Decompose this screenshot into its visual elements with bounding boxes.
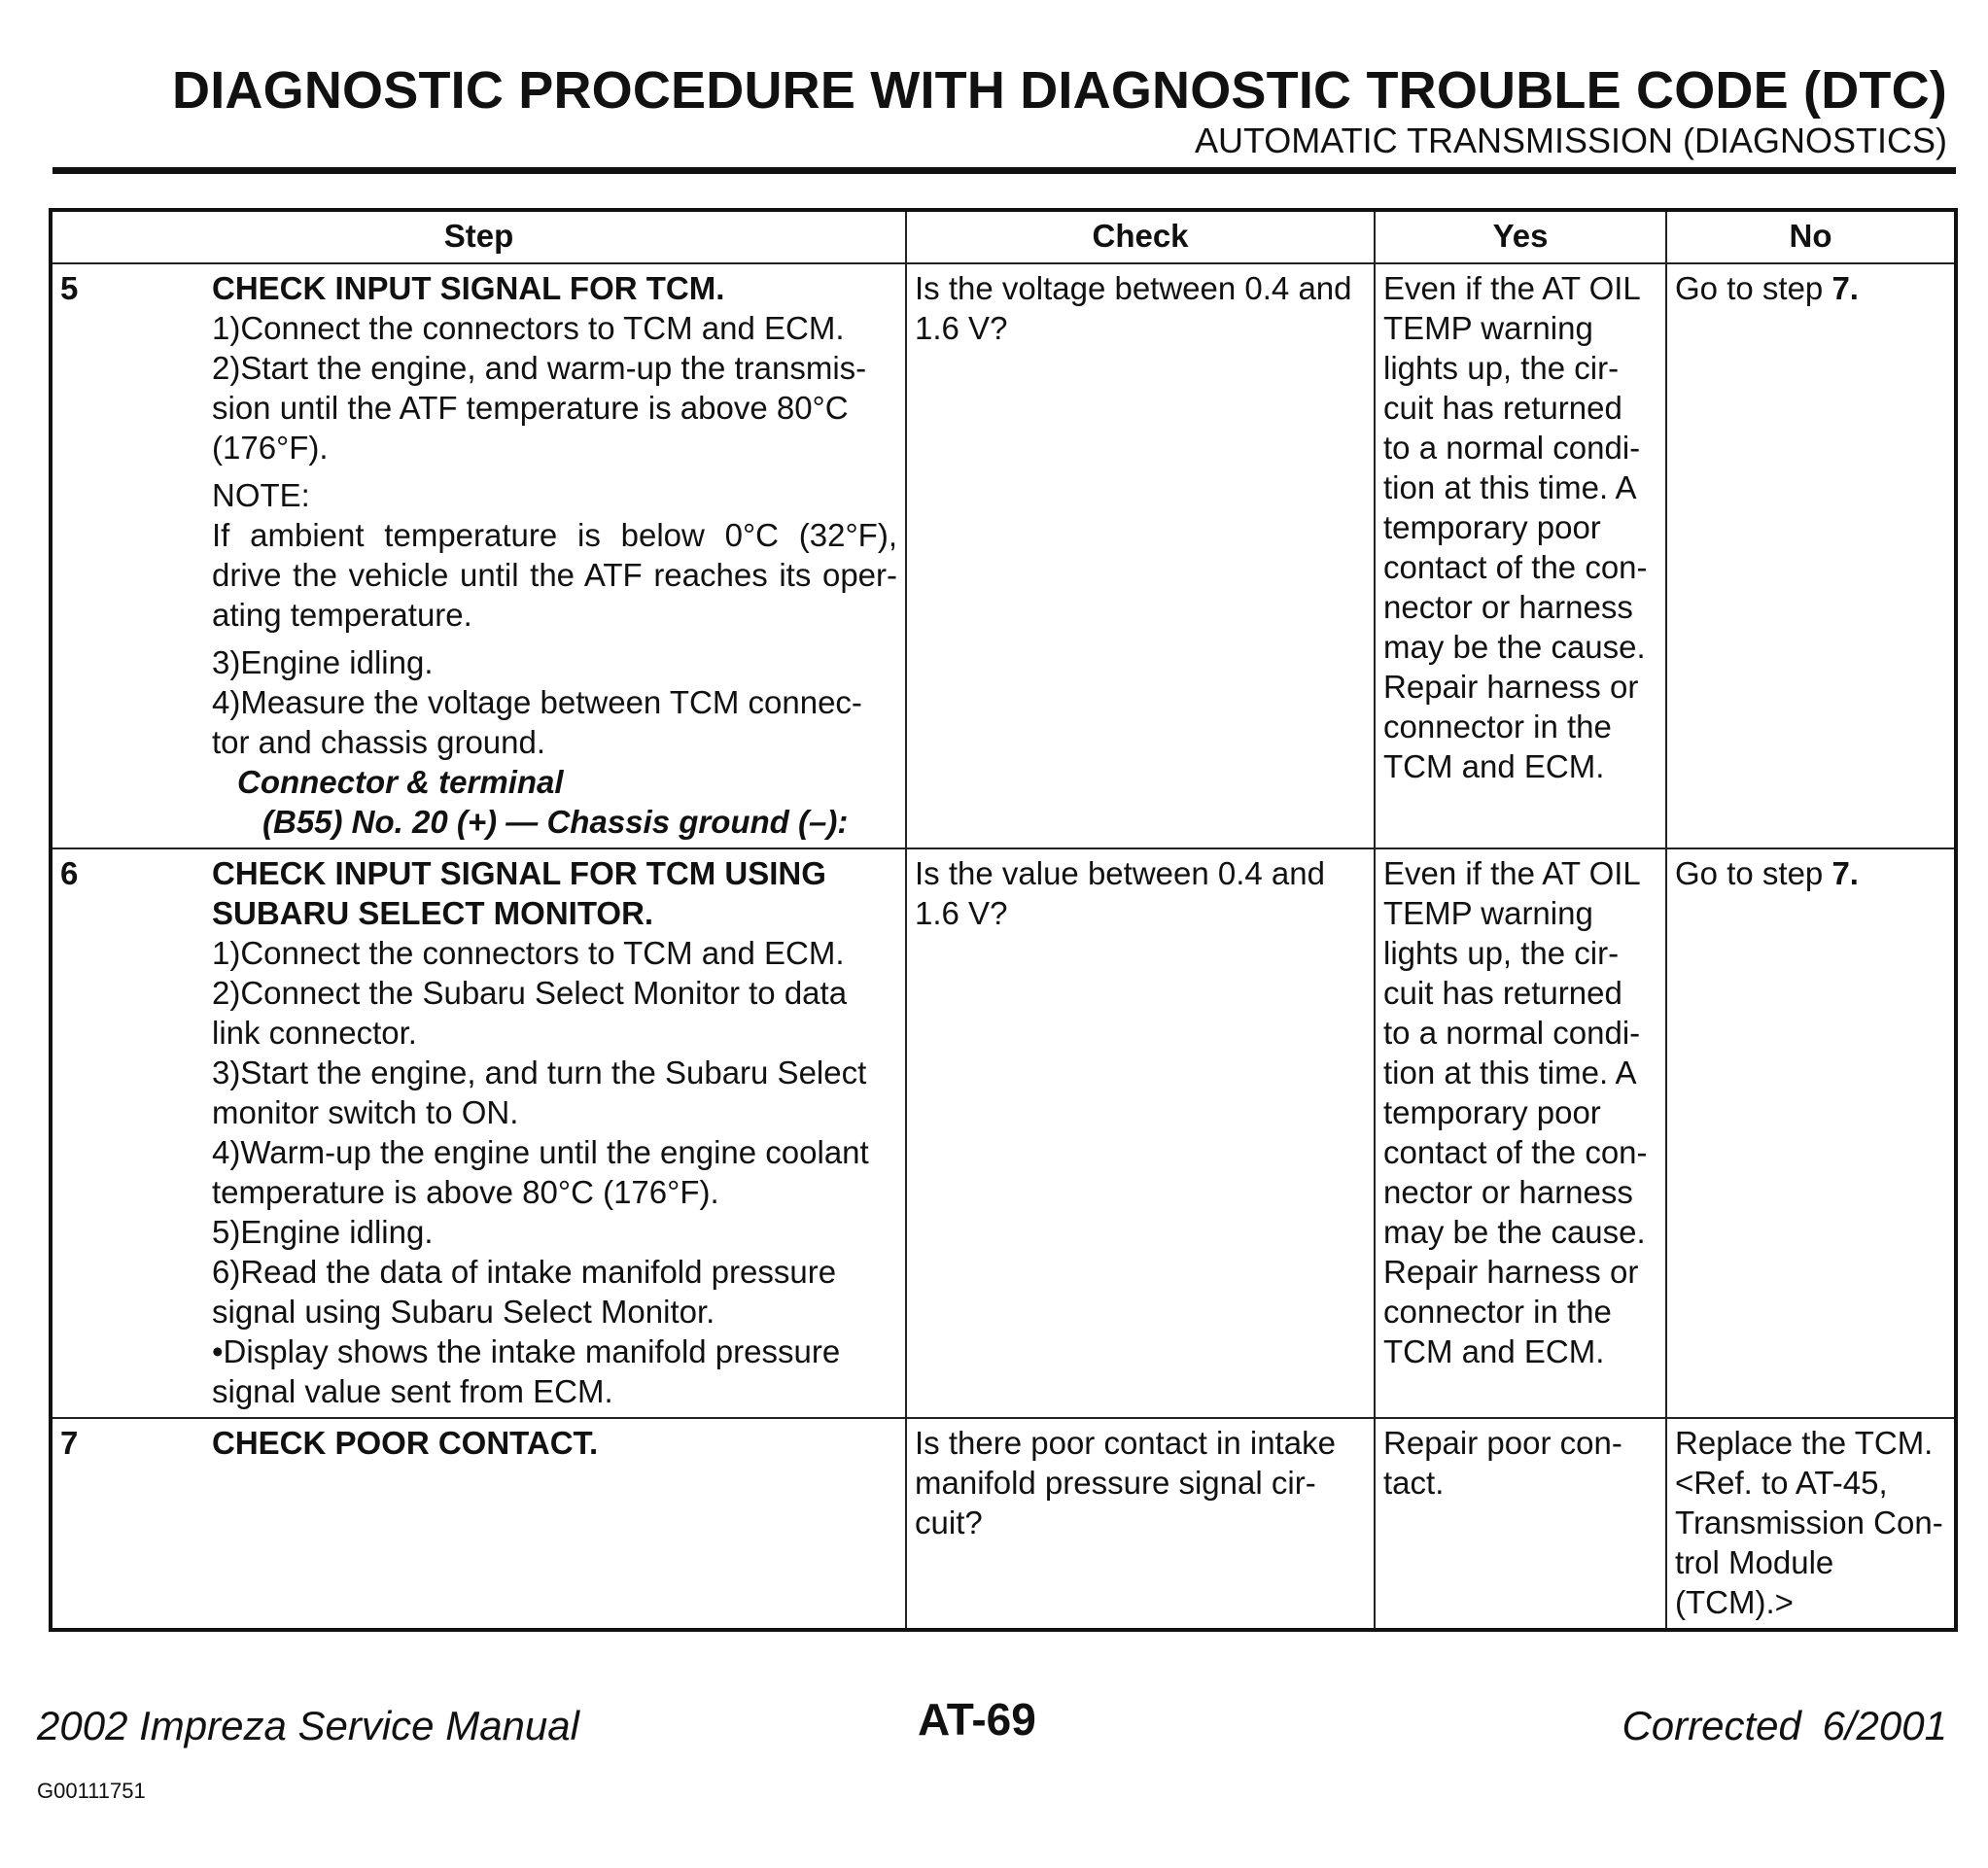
page-title: DIAGNOSTIC PROCEDURE WITH DIAGNOSTIC TROUBLE CODE (DTC): [172, 61, 1947, 120]
no-step-ref: 7.: [1831, 270, 1859, 306]
step-line: 4)Measure the voltage between TCM connec-: [212, 684, 862, 720]
step-line: tor and chassis ground.: [212, 724, 546, 760]
step-line: 1)Connect the connectors to TCM and ECM.: [212, 935, 845, 971]
header-check: Check: [906, 210, 1375, 263]
step-line: 2)Connect the Subaru Select Monitor to data: [212, 975, 848, 1011]
step-cell: [212, 848, 906, 1418]
check-cell: Is the voltage between 0.4 and 1.6 V?: [906, 263, 1375, 848]
no-text: Go to step: [1675, 270, 1832, 306]
step-line: signal using Subaru Select Monitor.: [212, 1294, 715, 1330]
no-text: Go to step: [1675, 855, 1832, 891]
step-line: sion until the ATF temperature is above 80°C: [212, 390, 849, 426]
no-cell: [1666, 263, 1956, 848]
step-number: 7: [51, 1418, 212, 1630]
step-line: 4)Warm-up the engine until the engine coolant: [212, 1134, 869, 1170]
step-line: 1)Connect the connectors to TCM and ECM.: [212, 310, 845, 346]
step-line: •Display shows the intake manifold pressure: [212, 1333, 841, 1369]
diagnostic-table: [49, 208, 1958, 1632]
connector-label: Connector & terminal: [237, 764, 564, 800]
step-line: 5)Engine idling.: [212, 1214, 434, 1250]
step-line: link connector.: [212, 1015, 417, 1051]
document-id: G00111751: [37, 1779, 146, 1803]
table-row: [51, 263, 1956, 848]
step-number: 6: [51, 848, 212, 1418]
step-title: CHECK POOR CONTACT.: [212, 1425, 599, 1461]
correction-date: Corrected 6/2001: [1622, 1703, 1947, 1748]
step-line: 6)Read the data of intake manifold pressure: [212, 1254, 837, 1290]
step-number: 5: [51, 263, 212, 848]
step-line: signal value sent from ECM.: [212, 1373, 613, 1409]
step-line: monitor switch to ON.: [212, 1094, 519, 1130]
step-cell: [212, 263, 906, 848]
table-row: [51, 848, 1956, 1418]
yes-cell: Even if the AT OIL TEMP warning lights up, the cir-cuit has returned to a normal condi-tion at this time. A temporary poor contact of the con-nector or harness may be the cause. Repair harness or connector in the TCM and ECM.: [1375, 848, 1666, 1418]
connector-terminal: (B55) No. 20 (+) — Chassis ground (–):: [262, 804, 849, 840]
step-line: (176°F).: [212, 430, 329, 466]
step-title: CHECK INPUT SIGNAL FOR TCM.: [212, 270, 725, 306]
page-subtitle: AUTOMATIC TRANSMISSION (DIAGNOSTICS): [1194, 121, 1947, 160]
no-step-ref: 7.: [1831, 855, 1859, 891]
table-row: [51, 1418, 1956, 1630]
step-cell: [212, 1418, 906, 1630]
no-cell: Replace the TCM. <Ref. to AT-45, Transmission Con-trol Module (TCM).>: [1666, 1418, 1956, 1630]
yes-cell: Repair poor con-tact.: [1375, 1418, 1666, 1630]
step-line: 3)Engine idling.: [212, 644, 434, 680]
step-line: temperature is above 80°C (176°F).: [212, 1174, 719, 1210]
manual-name: 2002 Impreza Service Manual: [37, 1703, 579, 1748]
step-title: CHECK INPUT SIGNAL FOR TCM USING SUBARU SELECT MONITOR.: [212, 855, 826, 931]
check-cell: Is there poor contact in intake manifold pressure signal cir-cuit?: [906, 1418, 1375, 1630]
table-header-row: [51, 210, 1956, 263]
page-number: AT-69: [918, 1694, 1036, 1745]
note-label: NOTE:: [212, 477, 310, 513]
step-line: 2)Start the engine, and warm-up the transmis-: [212, 350, 867, 386]
header-no: No: [1666, 210, 1956, 263]
check-cell: Is the value between 0.4 and 1.6 V?: [906, 848, 1375, 1418]
header-yes: Yes: [1375, 210, 1666, 263]
step-line: 3)Start the engine, and turn the Subaru Select: [212, 1055, 867, 1090]
header-rule: [52, 167, 1956, 174]
yes-cell: Even if the AT OIL TEMP warning lights up, the cir-cuit has returned to a normal condi-tion at this time. A temporary poor contact of the con-nector or harness may be the cause. Repair harness or connector in the TCM and ECM.: [1375, 263, 1666, 848]
header-step: Step: [51, 210, 906, 263]
note-text: If ambient temperature is below 0°C (32°F), drive the vehicle until the ATF reaches its oper-ating temperature.: [212, 517, 898, 633]
no-cell: [1666, 848, 1956, 1418]
